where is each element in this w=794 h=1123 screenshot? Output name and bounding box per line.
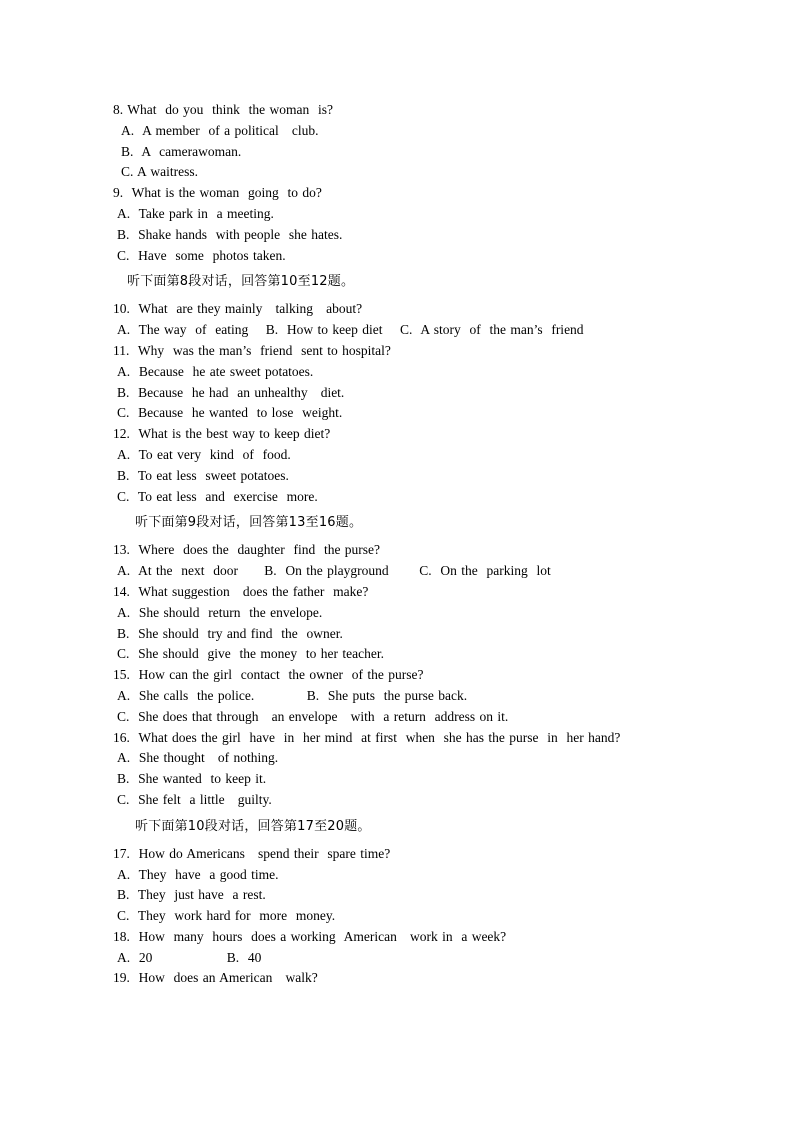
question-11: 11. Why was the man’s friend sent to hospital? <box>113 342 391 358</box>
question-12-option-a: A. To eat very kind of food. <box>117 446 291 462</box>
exam-page <box>113 100 673 989</box>
question-17: 17. How do Americans spend their spare time? <box>113 845 391 861</box>
question-18: 18. How many hours does a working American work in a week? <box>113 928 507 944</box>
question-9-option-a: A. Take park in a meeting. <box>117 205 274 221</box>
question-10: 10. What are they mainly talking about? <box>113 301 363 317</box>
question-8-option-b: B. A camerawoman. <box>121 143 242 159</box>
question-17-option-a: A. They have a good time. <box>117 866 279 882</box>
question-15-option-c: C. She does that through an envelope with a return address on it. <box>117 708 509 724</box>
question-19: 19. How does an American walk? <box>113 970 318 986</box>
question-16-option-b: B. She wanted to keep it. <box>117 771 267 787</box>
question-9-option-b: B. Shake hands with people she hates. <box>117 226 343 242</box>
section-heading-dialogue-10: 听下面第10段对话，回答第17至20题。 <box>135 818 371 834</box>
question-17-option-c: C. They work hard for more money. <box>117 908 336 924</box>
question-8: 8. What do you think the woman is? <box>113 102 333 117</box>
question-16: 16. What does the girl have in her mind at first when she has the purse in her hand? <box>113 729 621 745</box>
question-17-option-b: B. They just have a rest. <box>117 887 266 903</box>
question-12-option-c: C. To eat less and exercise more. <box>117 488 318 504</box>
question-11-option-a: A. Because he ate sweet potatoes. <box>117 363 314 379</box>
question-11-option-c: C. Because he wanted to lose weight. <box>117 405 343 421</box>
question-9: 9. What is the woman going to do? <box>113 185 322 201</box>
question-8-option-c: C. A waitress. <box>121 164 199 180</box>
section-heading-dialogue-8: 听下面第8段对话，回答第10至12题。 <box>127 274 355 290</box>
question-16-option-a: A. She thought of nothing. <box>117 750 279 766</box>
question-8-option-a: A. A member of a political club. <box>121 122 319 138</box>
section-heading-dialogue-9: 听下面第9段对话，回答第13至16题。 <box>135 515 363 531</box>
question-15-options-ab: A. She calls the police. B. She puts the purse back. <box>117 687 468 703</box>
question-16-option-c: C. She felt a little guilty. <box>117 791 272 807</box>
question-11-option-b: B. Because he had an unhealthy diet. <box>117 384 345 400</box>
question-13: 13. Where does the daughter find the purse? <box>113 542 381 558</box>
question-15: 15. How can the girl contact the owner of the purse? <box>113 667 424 683</box>
question-14: 14. What suggestion does the father make? <box>113 583 369 599</box>
question-13-options: A. At the next door B. On the playground C. On the parking lot <box>117 563 551 579</box>
question-14-option-a: A. She should return the envelope. <box>117 604 323 620</box>
question-12: 12. What is the best way to keep diet? <box>113 426 331 442</box>
question-18-options: A. 20 B. 40 <box>117 949 262 965</box>
question-14-option-b: B. She should try and find the owner. <box>117 625 343 641</box>
question-9-option-c: C. Have some photos taken. <box>117 247 286 263</box>
question-12-option-b: B. To eat less sweet potatoes. <box>117 467 289 483</box>
question-14-option-c: C. She should give the money to her teacher. <box>117 646 384 662</box>
question-10-options: A. The way of eating B. How to keep diet C. A story of the man’s friend <box>117 322 584 338</box>
